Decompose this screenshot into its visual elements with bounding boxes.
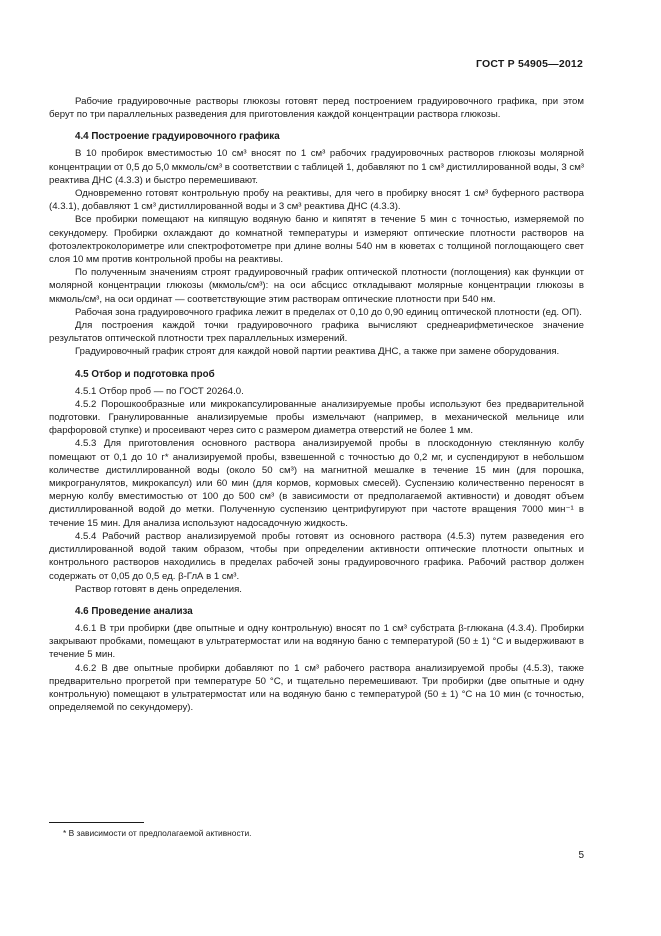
paragraph: 4.5.1 Отбор проб — по ГОСТ 20264.0. [75, 385, 244, 397]
paragraph: Рабочая зона градуировочного графика лежит в пределах от 0,10 до 0,90 единиц оптической плотности (ед. ОП). [75, 306, 582, 318]
paragraph: В 10 пробирок вместимостью 10 см³ вносят по 1 см³ рабочих градуировочных растворов глюкозы молярной концентрации от 0,5 до 5,0 мкмоль/см³ в соответствии с таблицей 1, добавляют по 1 см³ дистиллированной воды, 3 см³ реактива ДНС (4.3.3) и быстро перемешивают. [49, 148, 584, 186]
section-heading-4-5: 4.5 Отбор и подготовка проб [75, 368, 215, 380]
paragraph: Одновременно готовят контрольную пробу на реактивы, для чего в пробирку вносят 1 см³ буферного раствора (4.3.1), добавляют 1 см³ дистиллированной воды и 3 см³ реактива ДНС (4.3.3). [49, 188, 584, 213]
section-heading-4-6: 4.6 Проведение анализа [75, 605, 193, 617]
paragraph: Раствор готовят в день определения. [75, 583, 242, 595]
paragraph: 4.5.2 Порошкообразные или микрокапсулированные анализируемые пробы используют без предварительной подготовки. Гранулированные анализируемые пробы измельчают (например, в механической мельнице или фарфоровой ступке) и просеивают через сито с размером диаметра отверстий не более 1 мм. [49, 398, 584, 437]
paragraph: Рабочие градуировочные растворы глюкозы готовят перед построением градуировочного графика, при этом берут по три параллельных разведения для приготовления каждой концентрации раствора глюкозы. [49, 96, 584, 121]
footnote-divider [49, 822, 144, 823]
paragraph: По полученным значениям строят градуировочный график оптической плотности (поглощения) как функции от молярной концентрации глюкозы (мкмоль/см³): на оси абсцисс откладывают молярные концентрации глюкозы в мкмоль/см³, на оси ординат — соответствующие этим растворам оптические плотности при 540 нм. [49, 267, 584, 305]
page-number: 5 [578, 850, 584, 861]
document-body [49, 95, 584, 714]
section-heading-4-4: 4.4 Построение градуировочного графика [75, 131, 280, 143]
paragraph: Все пробирки помещают на кипящую водяную баню и кипятят в течение 5 мин с точностью, измеряемой по секундомеру. Пробирки охлаждают до комнатной температуры и измеряют оптические плотности растворов на фотоэлектроколориметре или спектрофотометре при длине волны 540 нм в кюветах с толщиной поглощающего свет слоя 10 мм против контрольной пробы на реактивы. [49, 214, 584, 266]
paragraph: 4.6.2 В две опытные пробирки добавляют по 1 см³ рабочего раствора анализируемой пробы (4.5.3), также предварительно прогретой при температуре 50 °С, и тщательно перемешивают. Три пробирки (две опытные и одну контрольную) помещают в ультратермостат или на водяную баню с температурой (50 ± 1) °С на 10 мин (с точностью, определяемой по секундомеру). [49, 662, 584, 714]
paragraph: 4.5.4 Рабочий раствор анализируемой пробы готовят из основного раствора (4.5.3) путем разведения его дистиллированной водой таким образом, чтобы при определении активности оптические плотности опытных и контрольного растворов находились в пределах рабочей зоны градуировочного графика. Рабочий раствор должен содержать от 0,05 до 0,5 ед. β-ГлА в 1 см³. [49, 530, 584, 582]
footnote: * В зависимости от предполагаемой активности. [63, 828, 252, 838]
document-code: ГОСТ Р 54905—2012 [475, 58, 583, 70]
paragraph: 4.6.1 В три пробирки (две опытные и одну контрольную) вносят по 1 см³ субстрата β-глюкана (4.3.4). Пробирки закрывают пробками, помещают в ультратермостат или на водяную баню с температурой (50 ± 1) °С и выдерживают в течение 5 мин. [49, 622, 584, 661]
paragraph: 4.5.3 Для приготовления основного раствора анализируемой пробы в плоскодонную стеклянную колбу помещают от 0,1 до 10 г* анализируемой пробы, взвешенной с точностью до 0,2 мг, и суспендируют в небольшом количестве дистиллированной воды (около 50 см³) на магнитной мешалке в течение 15 мин (для порошка, микрогранулятов, микрокапсул) или 60 мин (для кормов, кормовых смесей). Суспензию количественно переносят в мерную колбу вместимостью от 100 до 500 см³ (в зависимости от предполагаемой активности) и доводят объем дистиллированной водой до метки. Полученную суспензию центрифугируют при частоте вращения 7000 мин⁻¹ в течение 15 мин. Для анализа используют надосадочную жидкость. [49, 438, 584, 529]
paragraph: Для построения каждой точки градуировочного графика вычисляют среднеарифметическое значение результатов оптической плотности трех параллельных измерений. [49, 320, 584, 345]
paragraph: Градуировочный график строят для каждой новой партии реактива ДНС, а также при замене оборудования. [75, 346, 560, 358]
